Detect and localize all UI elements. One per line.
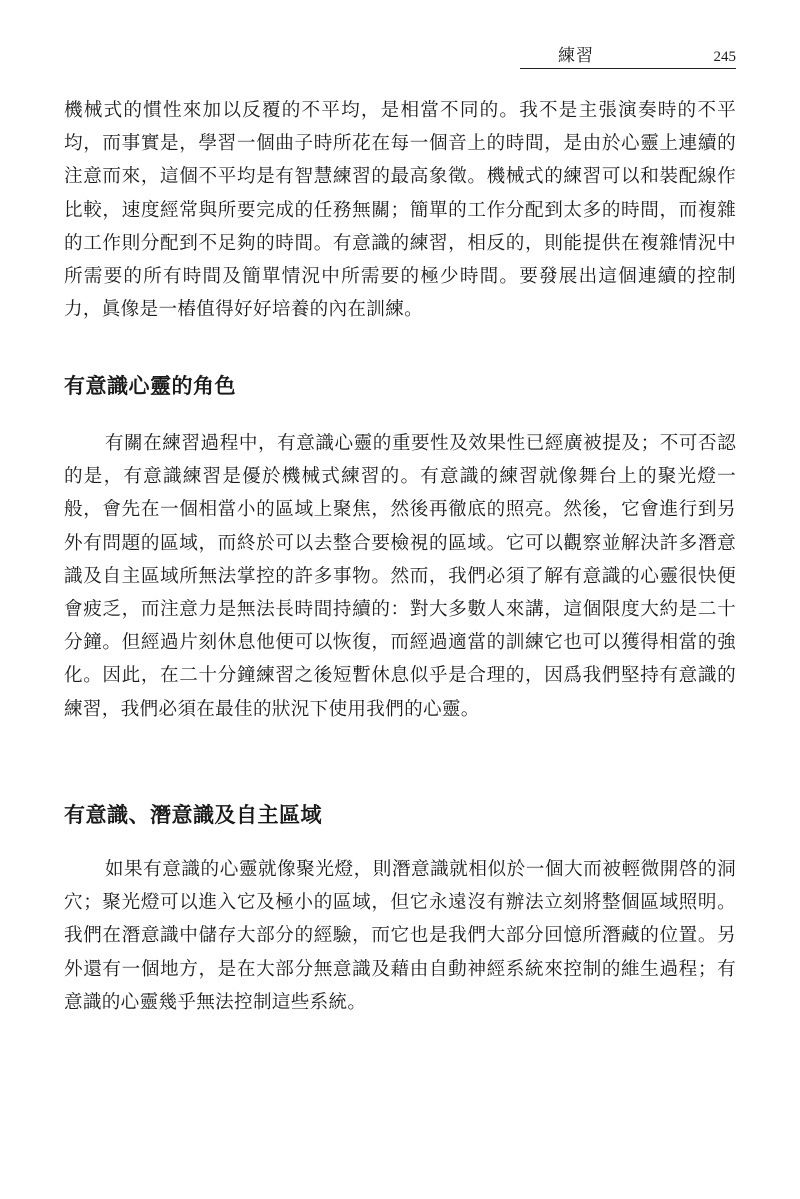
section-heading-conscious-mind-role: 有意識心靈的角色 <box>64 374 236 398</box>
chapter-title: 練習 <box>558 46 594 66</box>
paragraph-continued <box>64 94 736 326</box>
section-heading-conscious-subconscious-autonomic: 有意識、潛意識及自主區域 <box>64 803 322 827</box>
running-header <box>520 46 736 69</box>
paragraph-conscious-mind <box>64 427 736 726</box>
paragraph-text: 如果有意識的心靈就像聚光燈，則潛意識就相似於一個大而被輕微開啓的洞穴；聚光燈可以進入它及極小的區域，但它永遠沒有辦法立刻將整個區域照明。我們在潛意識中儲存大部分的經驗，而它也是我們大部分回憶所潛藏的位置。另外還有一個地方，是在大部分無意識及藉由自動神經系統來控制的維生過程；有意識的心靈幾乎無法控制這些系統。 <box>64 859 736 1013</box>
page-number: 245 <box>713 49 736 65</box>
paragraph-subconscious <box>64 853 736 1019</box>
paragraph-text: 有關在練習過程中，有意識心靈的重要性及效果性已經廣被提及；不可否認的是，有意識練習是優於機械式練習的。有意識的練習就像舞台上的聚光燈一般，會先在一個相當小的區域上聚焦，然後再徹底的照亮。然後，它會進行到另外有問題的區域，而終於可以去整合要檢視的區域。它可以觀察並解決許多潛意識及自主區域所無法掌控的許多事物。然而，我們必須了解有意識的心靈很快便會疲乏，而注意力是無法長時間持續的：對大多數人來講，這個限度大約是二十分鐘。但經過片刻休息他便可以恢復，而經過適當的訓練它也可以獲得相當的強化。因此，在二十分鐘練習之後短暫休息似乎是合理的，因爲我們堅持有意識的練習，我們必須在最佳的狀況下使用我們的心靈。 <box>64 433 736 720</box>
paragraph-text: 機械式的慣性來加以反覆的不平均，是相當不同的。我不是主張演奏時的不平均，而事實是，學習一個曲子時所花在每一個音上的時間，是由於心靈上連續的注意而來，這個不平均是有智慧練習的最高象徵。機械式的練習可以和裝配線作比較，速度經常與所要完成的任務無關；簡單的工作分配到太多的時間，而複雜的工作則分配到不足夠的時間。有意識的練習，相反的，則能提供在複雜情況中所需要的所有時間及簡單情況中所需要的極少時間。要發展出這個連續的控制力，眞像是一樁值得好好培養的內在訓練。 <box>64 100 736 321</box>
